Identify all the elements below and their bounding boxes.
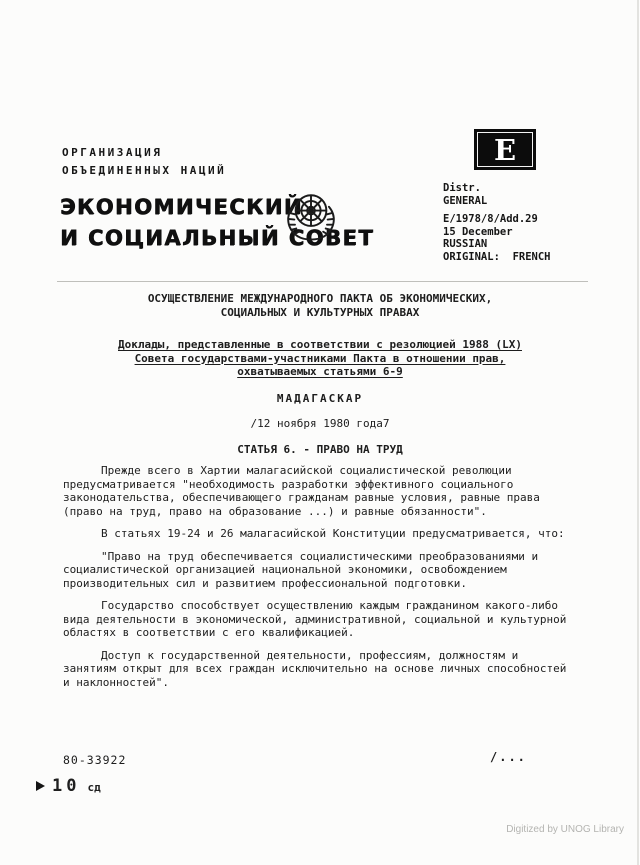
document-date: 15 December xyxy=(443,225,513,238)
distribution-block xyxy=(443,182,551,263)
council-line-2: И СОЦИАЛЬНЫЙ СОВЕТ xyxy=(60,226,375,250)
subtitle-line-2: Совета государствами-участниками Пакта в отношении прав, xyxy=(134,351,506,365)
title-line-1: ОСУЩЕСТВЛЕНИЕ МЕЖДУНАРОДНОГО ПАКТА ОБ ЭКОНОМИЧЕСКИХ, xyxy=(147,292,493,305)
un-emblem-icon xyxy=(279,184,343,254)
distr-label: Distr. xyxy=(443,182,481,194)
body-paragraph: Прежде всего в Хартии малагасийской социалистической революции предусматривается "необходимость разработки эффективного социального законодательства, обеспечивающего гражданам равные условия, равные права (право на труд, право на образование ...) и равные обязанности". xyxy=(63,464,540,518)
council-line-1: ЭКОНОМИЧЕСКИЙ xyxy=(60,195,303,219)
paragraphs-container xyxy=(63,464,577,689)
body-paragraph: Государство способствует осуществлению каждым гражданином какого-либо вида деятельности в экономической, административной, социальной и культурной областях в соответствии с его квалификацией. xyxy=(63,599,567,639)
original-value: FRENCH xyxy=(512,250,551,263)
article-heading: СТАТЬЯ 6. - ПРАВО НА ТРУД xyxy=(237,442,403,456)
digitized-watermark: Digitized by UNOG Library xyxy=(506,824,624,835)
org-line-2: ОБЪЕДИНЕННЫХ НАЦИЙ xyxy=(62,164,227,177)
document-symbol-box xyxy=(474,129,536,170)
document-title xyxy=(63,292,577,319)
body-paragraph: Доступ к государственной деятельности, профессиям, должностям и занятиям открыт для всех граждан исключительно на основе личных способностей и наклонностей". xyxy=(63,648,567,689)
document-subtitle xyxy=(63,338,577,379)
stamp-number: 10 xyxy=(52,776,81,796)
continuation-mark: /... xyxy=(490,750,527,764)
subtitle-line-1: Доклады, представленные в соответствии с резолюцией 1988 (LX) xyxy=(118,338,522,351)
distr-value: GENERAL xyxy=(443,194,488,207)
scan-edge xyxy=(637,0,639,865)
title-line-2: СОЦИАЛЬНЫХ И КУЛЬТУРНЫХ ПРАВАХ xyxy=(220,305,420,319)
document-symbol-letter: E xyxy=(493,132,517,167)
stamp-arrow-icon xyxy=(36,781,45,791)
original-label: ORIGINAL: xyxy=(443,250,500,263)
header-divider xyxy=(57,281,588,282)
document-language: RUSSIAN xyxy=(443,238,488,250)
un-org-name xyxy=(62,144,226,180)
original-language-line xyxy=(443,251,551,264)
page-stamp xyxy=(36,776,101,796)
body-paragraph: "Право на труд обеспечивается социалистическими преобразованиями и социалистической организацией национальной экономики, освобождением производительных сил и развитием профессиональной подготовки. xyxy=(63,549,539,590)
date-line: /12 ноября 1980 года7 xyxy=(250,417,390,430)
document-number: E/1978/8/Add.29 xyxy=(443,213,538,225)
org-line-1: ОРГАНИЗАЦИЯ xyxy=(62,146,163,159)
stamp-suffix: сд xyxy=(87,781,101,794)
document-body xyxy=(63,292,577,698)
subtitle-line-3: охватываемых статьями 6-9 xyxy=(237,365,403,378)
body-paragraph: В статьях 19-24 и 26 малагасийской Конституции предусматривается, что: xyxy=(101,527,565,540)
document-code: 80-33922 xyxy=(63,753,127,767)
country-heading: МАДАГАСКАР xyxy=(276,391,364,405)
